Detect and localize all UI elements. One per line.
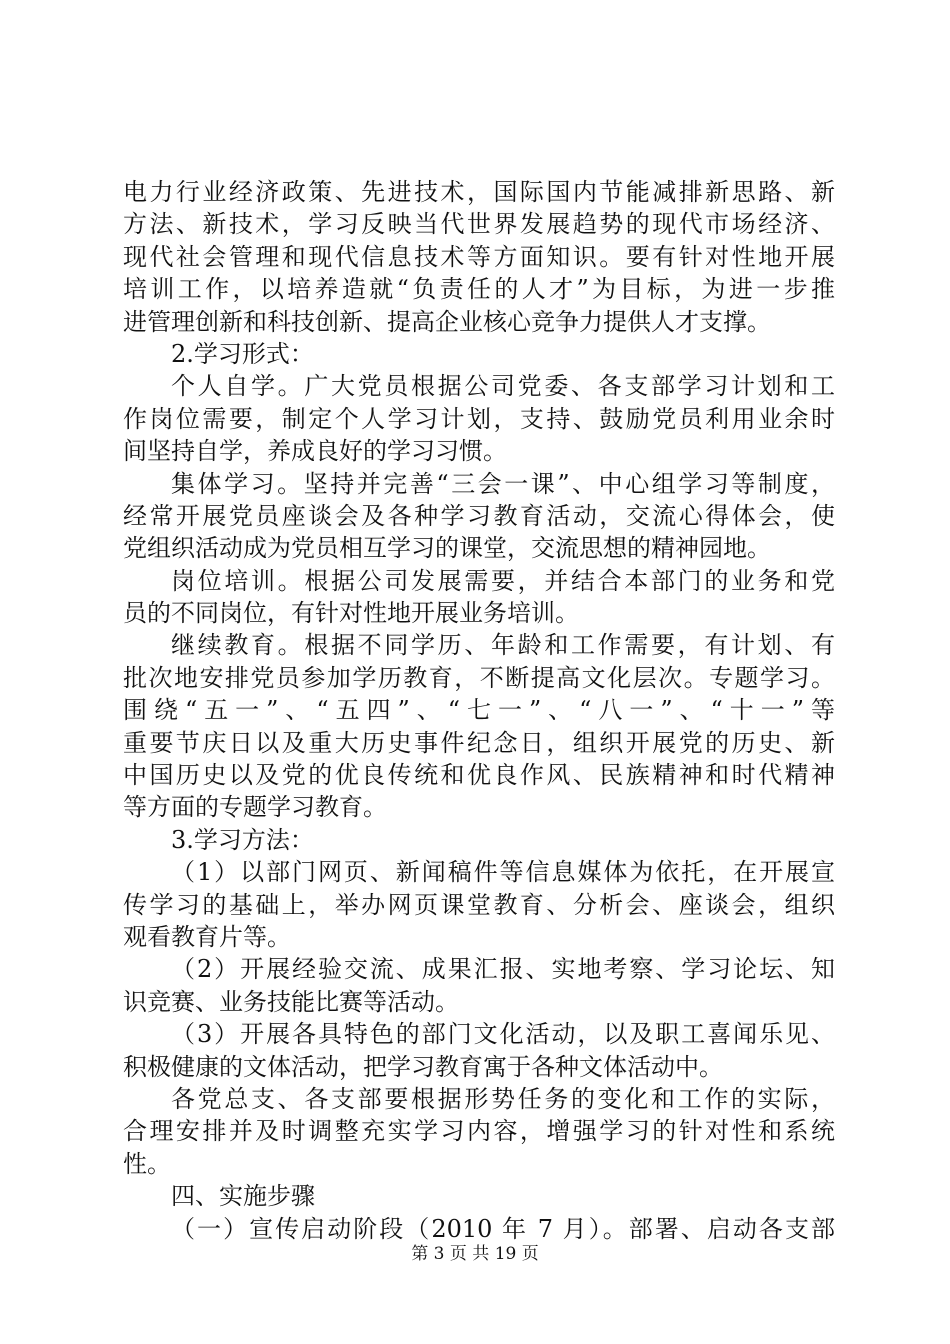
text-line: 继续教育。根据不同学历、年龄和工作需要，有计划、有 — [171, 631, 835, 660]
text-line: 批次地安排党员参加学历教育，不断提高文化层次。专题学习。 — [123, 663, 835, 692]
text-line: （2）开展经验交流、成果汇报、实地考察、学习论坛、知 — [171, 955, 835, 984]
text-line: 电力行业经济政策、先进技术，国际国内节能减排新思路、新 — [123, 178, 835, 206]
text-line: 各党总支、各支部要根据形势任务的变化和工作的实际， — [171, 1084, 835, 1113]
text-line: 四、实施步骤 — [171, 1182, 315, 1211]
document-body — [123, 176, 835, 1245]
text-line: 传学习的基础上，举办网页课堂教育、分析会、座谈会，组织 — [123, 890, 835, 919]
text-line: 性。 — [123, 1149, 171, 1178]
text-line: 合理安排并及时调整充实学习内容，增强学习的针对性和系统 — [123, 1117, 835, 1146]
text-line: 作岗位需要，制定个人学习计划，支持、鼓励党员利用业余时 — [123, 404, 835, 433]
text-line: 方法、新技术，学习反映当代世界发展趋势的现代市场经济、 — [123, 210, 835, 239]
text-line: 间坚持自学，养成良好的学习习惯。 — [123, 437, 507, 466]
text-line: 员的不同岗位，有针对性地开展业务培训。 — [123, 599, 579, 628]
text-line: 个人自学。广大党员根据公司党委、各支部学习计划和工 — [171, 372, 835, 401]
text-line: 进管理创新和科技创新、提高企业核心竞争力提供人才支撑。 — [123, 307, 771, 336]
text-line: 岗位培训。根据公司发展需要，并结合本部门的业务和党 — [171, 566, 835, 595]
text-line: 围绕“五一”、“五四”、“七一”、“八一”、“十一”等 — [123, 696, 835, 725]
text-line: （一）宣传启动阶段（2010 年 7 月）。部署、启动各支部 — [171, 1214, 835, 1243]
text-line: 集体学习。坚持并完善“三会一课”、中心组学习等制度， — [171, 469, 835, 498]
text-line: 观看教育片等。 — [123, 922, 291, 951]
text-line: 识竞赛、业务技能比赛等活动。 — [123, 987, 459, 1016]
page-footer: 第 3 页 共 19 页 — [411, 1244, 539, 1264]
text-line: （3）开展各具特色的部门文化活动，以及职工喜闻乐见、 — [171, 1020, 835, 1049]
text-line: 2.学习形式： — [171, 339, 314, 368]
text-line: 重要节庆日以及重大历史事件纪念日，组织开展党的历史、新 — [123, 728, 835, 757]
text-line: 经常开展党员座谈会及各种学习教育活动，交流心得体会，使 — [123, 501, 835, 530]
text-line: （1）以部门网页、新闻稿件等信息媒体为依托，在开展宣 — [171, 858, 835, 887]
text-line: 3.学习方法： — [171, 825, 314, 854]
text-line: 现代社会管理和现代信息技术等方面知识。要有针对性地开展 — [123, 242, 835, 271]
text-line: 积极健康的文体活动，把学习教育寓于各种文体活动中。 — [123, 1052, 723, 1081]
text-line: 中国历史以及党的优良传统和优良作风、民族精神和时代精神 — [123, 761, 835, 790]
text-line: 党组织活动成为党员相互学习的课堂，交流思想的精神园地。 — [123, 534, 771, 563]
text-line: 等方面的专题学习教育。 — [123, 793, 387, 822]
text-line: 培训工作，以培养造就“负责任的人才”为目标，为进一步推 — [123, 275, 835, 304]
